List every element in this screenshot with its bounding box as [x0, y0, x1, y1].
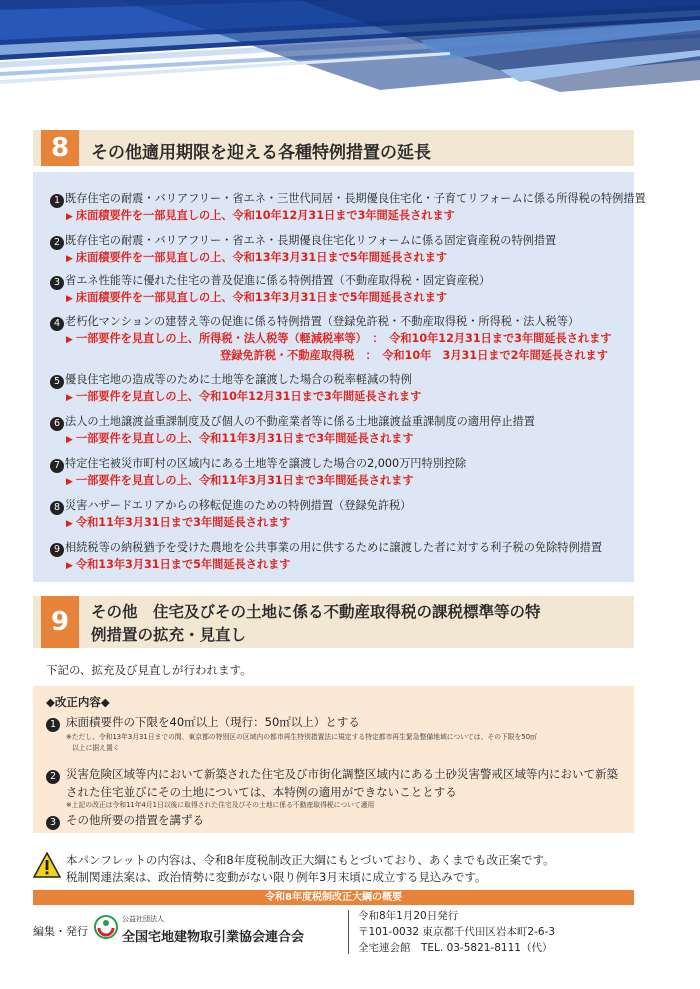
publish-date: 令和8年1月20日発行 — [358, 910, 459, 922]
item-answer: 一部要件を見直しの上、令和11年3月31日まで3年間延長されます — [75, 432, 414, 445]
item-number-badge: 6 — [50, 417, 64, 431]
item-number-badge: 2 — [50, 236, 64, 250]
item-number-badge: 4 — [50, 317, 64, 331]
triangle-right-icon: ▶ — [66, 254, 73, 264]
summary-band: 令和8年度税制改正大綱の概要 — [33, 890, 634, 905]
section-8-title: その他適用期限を迎える各種特例措置の延長 — [91, 143, 431, 163]
publisher-label: 編集・発行 — [33, 925, 88, 938]
zentaku-logo-icon — [94, 915, 118, 939]
revision-box-title: ◆改正内容◆ — [46, 695, 110, 709]
revision-point — [46, 714, 626, 754]
point-note: ※ただし、令和13年3月31日までの間、東京都の特別区の区域内の都市再生特別措置法に規定する特定都市再生緊急整備地域については、その下限を50㎡ — [66, 733, 537, 741]
point-number-badge: 1 — [46, 718, 60, 732]
section-8-number: 8 — [41, 130, 79, 166]
section-8-header — [33, 130, 634, 166]
item-number-badge: 5 — [50, 375, 64, 389]
list-item — [50, 498, 620, 532]
item-answer-2: 登録免許税・不動産取得税 ： 令和10年 3月31日まで2年間延長されます — [220, 349, 608, 362]
item-number-badge: 9 — [50, 543, 64, 557]
list-item — [50, 191, 646, 225]
item-answer: 床面積要件を一部見直しの上、令和13年3月31日まで5年間延長されます — [75, 251, 448, 264]
point-text: 災害危険区域等内において新築された住宅及び市街化調整区域内にある土砂災害警戒区域等内において新築 — [66, 767, 618, 781]
list-item — [50, 314, 620, 364]
address: 〒101-0032 東京都千代田区岩本町2-6-3 — [358, 926, 556, 938]
triangle-right-icon: ▶ — [66, 561, 73, 571]
item-number-badge: 8 — [50, 501, 64, 515]
item-text: 省エネ性能等に優れた住宅の普及促進に係る特例措置（不動産取得税・固定資産税） — [65, 274, 491, 287]
item-text: 既存住宅の耐震・バリアフリー・省エネ・長期優良住宅化リフォームに係る固定資産税の特例措置 — [65, 234, 557, 247]
item-text: 災害ハザードエリアからの移転促進のための特例措置（登録免許税） — [65, 499, 412, 512]
point-number-badge: 2 — [46, 770, 60, 784]
org-small-label: 公益社団法人 — [122, 915, 164, 923]
section-9-title-line1: その他 住宅及びその土地に係る不動産取得税の課税標準等の特 — [91, 603, 541, 621]
list-item — [50, 456, 620, 490]
item-text: 優良住宅地の造成等のために土地等を譲渡した場合の税率軽減の特例 — [65, 373, 412, 386]
list-item — [50, 414, 620, 448]
triangle-right-icon: ▶ — [66, 294, 73, 304]
stripe-pattern-icon — [0, 0, 700, 92]
point-note: ※上記の改正は令和11年4月1日以後に取得された住宅及びその土地に係る不動産取得税について適用 — [66, 801, 375, 809]
warning-icon — [33, 852, 61, 878]
triangle-right-icon: ▶ — [66, 477, 73, 487]
item-answer: 令和13年3月31日まで5年間延長されます — [75, 558, 291, 571]
notice-line-1: 本パンフレットの内容は、令和8年度税制改正大綱にもとづいており、あくまでも改正案です。 — [66, 853, 555, 867]
item-answer: 一部要件を見直しの上、令和10年12月31日まで3年間延長されます — [75, 390, 422, 403]
triangle-right-icon: ▶ — [66, 519, 73, 529]
point-number-badge: 3 — [46, 816, 60, 830]
item-text: 法人の土地譲渡益重課制度及び個人の不動産業者等に係る土地譲渡益重課制度の適用停止措置 — [65, 415, 535, 428]
footer-divider — [348, 910, 349, 954]
notice-line-2: 税制関連法案は、政治情勢に変動がない限り例年3月末頃に成立する見込みです。 — [66, 870, 487, 884]
item-answer: 一部要件を見直しの上、所得税・法人税等（軽減税率等） ： 令和10年12月31日まで3年間延長されます — [75, 332, 612, 345]
list-item — [50, 540, 620, 574]
triangle-right-icon: ▶ — [66, 435, 73, 445]
list-item — [50, 273, 620, 307]
section-9-intro: 下記の、拡充及び見直しが行われます。 — [46, 663, 252, 677]
item-text: 特定住宅被災市町村の区域内にある土地等を譲渡した場合の2,000万円特別控除 — [65, 457, 467, 470]
item-number-badge: 7 — [50, 459, 64, 473]
item-number-badge: 3 — [50, 276, 64, 290]
item-answer: 床面積要件を一部見直しの上、令和13年3月31日まで5年間延長されます — [75, 291, 448, 304]
item-answer: 令和11年3月31日まで3年間延長されます — [75, 516, 291, 529]
triangle-right-icon: ▶ — [66, 212, 73, 222]
item-answer: 一部要件を見直しの上、令和11年3月31日まで3年間延長されます — [75, 474, 414, 487]
triangle-right-icon: ▶ — [66, 393, 73, 403]
triangle-right-icon: ▶ — [66, 335, 73, 345]
item-text: 既存住宅の耐震・バリアフリー・省エネ・三世代同居・長期優良住宅化・子育てリフォームに係る所得税の特例措置 — [65, 192, 646, 205]
section-9-title-line2: 例措置の拡充・見直し — [91, 626, 247, 644]
revision-point — [46, 766, 626, 811]
point-text: 床面積要件の下限を40㎡以上（現行：50㎡以上）とする — [66, 715, 360, 729]
item-answer: 床面積要件を一部見直しの上、令和10年12月31日まで3年間延長されます — [75, 209, 455, 222]
contact: 全宅連会館 TEL. 03-5821-8111（代） — [358, 942, 553, 954]
org-name: 全国宅地建物取引業協会連合会 — [122, 930, 305, 945]
item-number-badge: 1 — [50, 194, 64, 208]
list-item — [50, 233, 620, 267]
item-text: 相続税等の納税猶予を受けた農地を公共事業の用に供するために譲渡した者に対する利子税の免除特例措置 — [65, 541, 603, 554]
point-note: 以上に据え置く — [72, 744, 120, 752]
point-text: その他所要の措置を講ずる — [66, 813, 204, 827]
section-9-header — [33, 596, 634, 648]
point-text-2: された住宅並びにその土地については、本特例の適用ができないこととする — [66, 785, 457, 799]
list-item — [50, 372, 620, 406]
section-9-number: 9 — [41, 596, 79, 648]
header-banner — [0, 0, 700, 92]
revision-point — [46, 812, 626, 830]
item-text: 老朽化マンションの建替え等の促進に係る特例措置（登録免許税・不動産取得税・所得税・法人税等） — [65, 315, 580, 328]
